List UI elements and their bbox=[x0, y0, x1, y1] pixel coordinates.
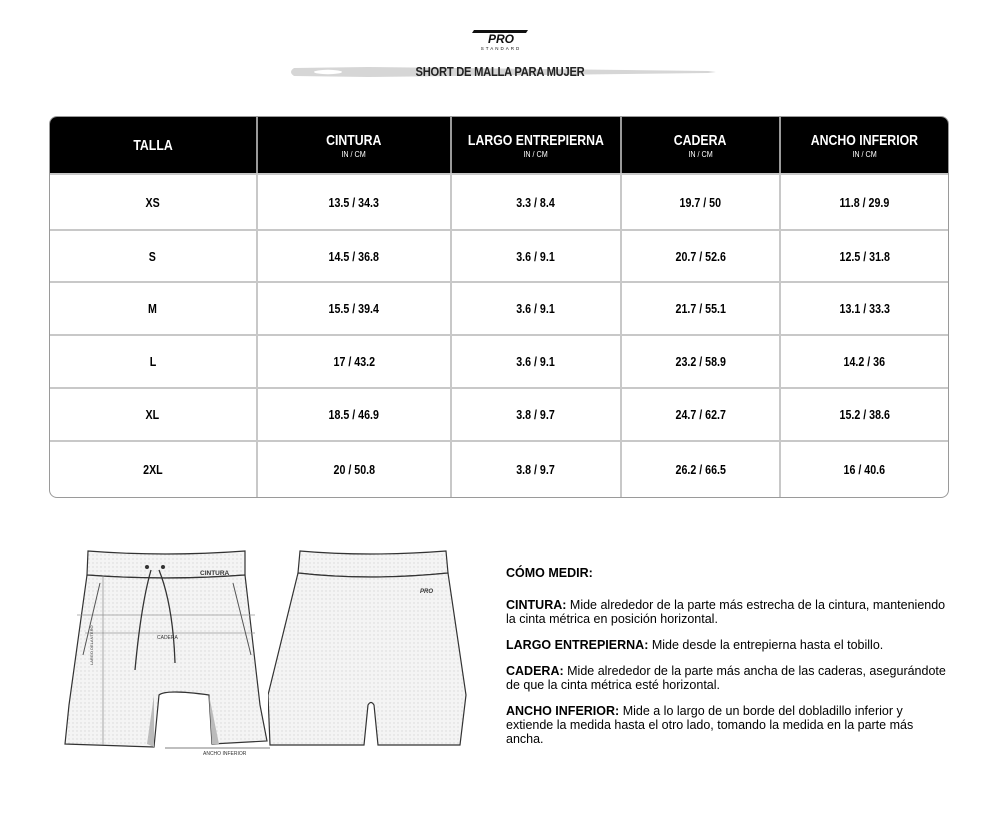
logo-text: PRO bbox=[487, 32, 515, 46]
table-row bbox=[50, 173, 948, 229]
header-cadera: CADERA IN / CM bbox=[622, 117, 782, 173]
waist-label: CINTURA bbox=[200, 570, 230, 577]
measure-cell: 23.2 / 58.9 bbox=[622, 336, 782, 387]
inseam-label: LARGO DELANTERO bbox=[89, 625, 94, 665]
shorts-front-diagram bbox=[55, 545, 275, 760]
table-row bbox=[50, 229, 948, 281]
brand-logo bbox=[468, 26, 534, 52]
back-logo: PRO bbox=[420, 589, 434, 595]
size-cell: 2XL bbox=[50, 442, 258, 497]
measure-cell: 26.2 / 66.5 bbox=[622, 442, 782, 497]
size-table bbox=[49, 116, 949, 498]
size-cell: L bbox=[50, 336, 258, 387]
measure-cell: 11.8 / 29.9 bbox=[839, 194, 890, 210]
size-cell: M bbox=[50, 283, 258, 334]
measure-cell: 14.5 / 36.8 bbox=[258, 231, 453, 281]
table-row bbox=[50, 387, 948, 440]
bottom-width-label: ANCHO INFERIOR bbox=[203, 751, 247, 757]
measure-cell: 12.5 / 31.8 bbox=[839, 248, 890, 264]
measure-cell: 3.3 / 8.4 bbox=[452, 175, 622, 229]
measure-cell: 24.7 / 62.7 bbox=[622, 389, 782, 440]
how-to-item-inseam: LARGO ENTREPIERNA: Mide desde la entrepierna hasta el tobillo. bbox=[506, 638, 884, 652]
measure-cell: 3.8 / 9.7 bbox=[452, 389, 622, 440]
hip-label: CADERA bbox=[157, 635, 178, 641]
measure-cell: 19.7 / 50 bbox=[622, 175, 782, 229]
header-cintura: CINTURA IN / CM bbox=[258, 117, 453, 173]
shorts-back-diagram bbox=[268, 545, 468, 750]
measure-cell: 17 / 43.2 bbox=[258, 336, 453, 387]
header-largo-entrepierna: LARGO ENTREPIERNA IN / CM bbox=[452, 117, 622, 173]
measure-cell: 3.6 / 9.1 bbox=[452, 283, 622, 334]
measure-cell: 15.2 / 38.6 bbox=[839, 407, 890, 422]
measure-cell: 3.6 / 9.1 bbox=[452, 231, 622, 281]
measure-cell: 3.6 / 9.1 bbox=[452, 336, 622, 387]
size-cell: S bbox=[50, 231, 258, 281]
logo-subtext: STANDARD bbox=[480, 46, 522, 51]
table-header bbox=[50, 117, 948, 173]
header-ancho-inferior: ANCHO INFERIOR IN / CM bbox=[811, 131, 919, 159]
how-to-title: CÓMO MEDIR: bbox=[506, 566, 593, 580]
table-row bbox=[50, 281, 948, 334]
table-body bbox=[50, 173, 948, 497]
measure-cell: 14.2 / 36 bbox=[843, 354, 886, 369]
header-talla: TALLA bbox=[50, 117, 258, 173]
table-row bbox=[50, 334, 948, 387]
measure-cell: 20 / 50.8 bbox=[258, 442, 453, 497]
table-row bbox=[50, 440, 948, 497]
size-cell: XL bbox=[50, 389, 258, 440]
how-to-measure bbox=[506, 566, 951, 758]
how-to-item-waist: CINTURA: Mide alrededor de la parte más estrecha de la cintura, manteniendo la cinta métrica en posición horizontal. bbox=[506, 598, 946, 626]
measure-cell: 15.5 / 39.4 bbox=[258, 283, 453, 334]
measure-cell: 16 / 40.6 bbox=[843, 462, 886, 477]
measure-cell: 20.7 / 52.6 bbox=[622, 231, 782, 281]
measure-cell: 13.1 / 33.3 bbox=[839, 301, 890, 316]
how-to-item-bottom-width: ANCHO INFERIOR: Mide a lo largo de un borde del dobladillo inferior y extiende la medida hasta el otro lado, tomando la medida en la parte más ancha. bbox=[506, 704, 914, 746]
measure-cell: 13.5 / 34.3 bbox=[258, 175, 453, 229]
how-to-item-hip: CADERA: Mide alrededor de la parte más ancha de las caderas, asegurándote de que la cinta métrica esté horizontal. bbox=[506, 664, 946, 692]
measure-cell: 18.5 / 46.9 bbox=[258, 389, 453, 440]
page-title: SHORT DE MALLA PARA MUJER bbox=[415, 64, 585, 79]
size-cell: XS bbox=[50, 175, 258, 229]
measure-cell: 21.7 / 55.1 bbox=[622, 283, 782, 334]
measure-cell: 3.8 / 9.7 bbox=[452, 442, 622, 497]
